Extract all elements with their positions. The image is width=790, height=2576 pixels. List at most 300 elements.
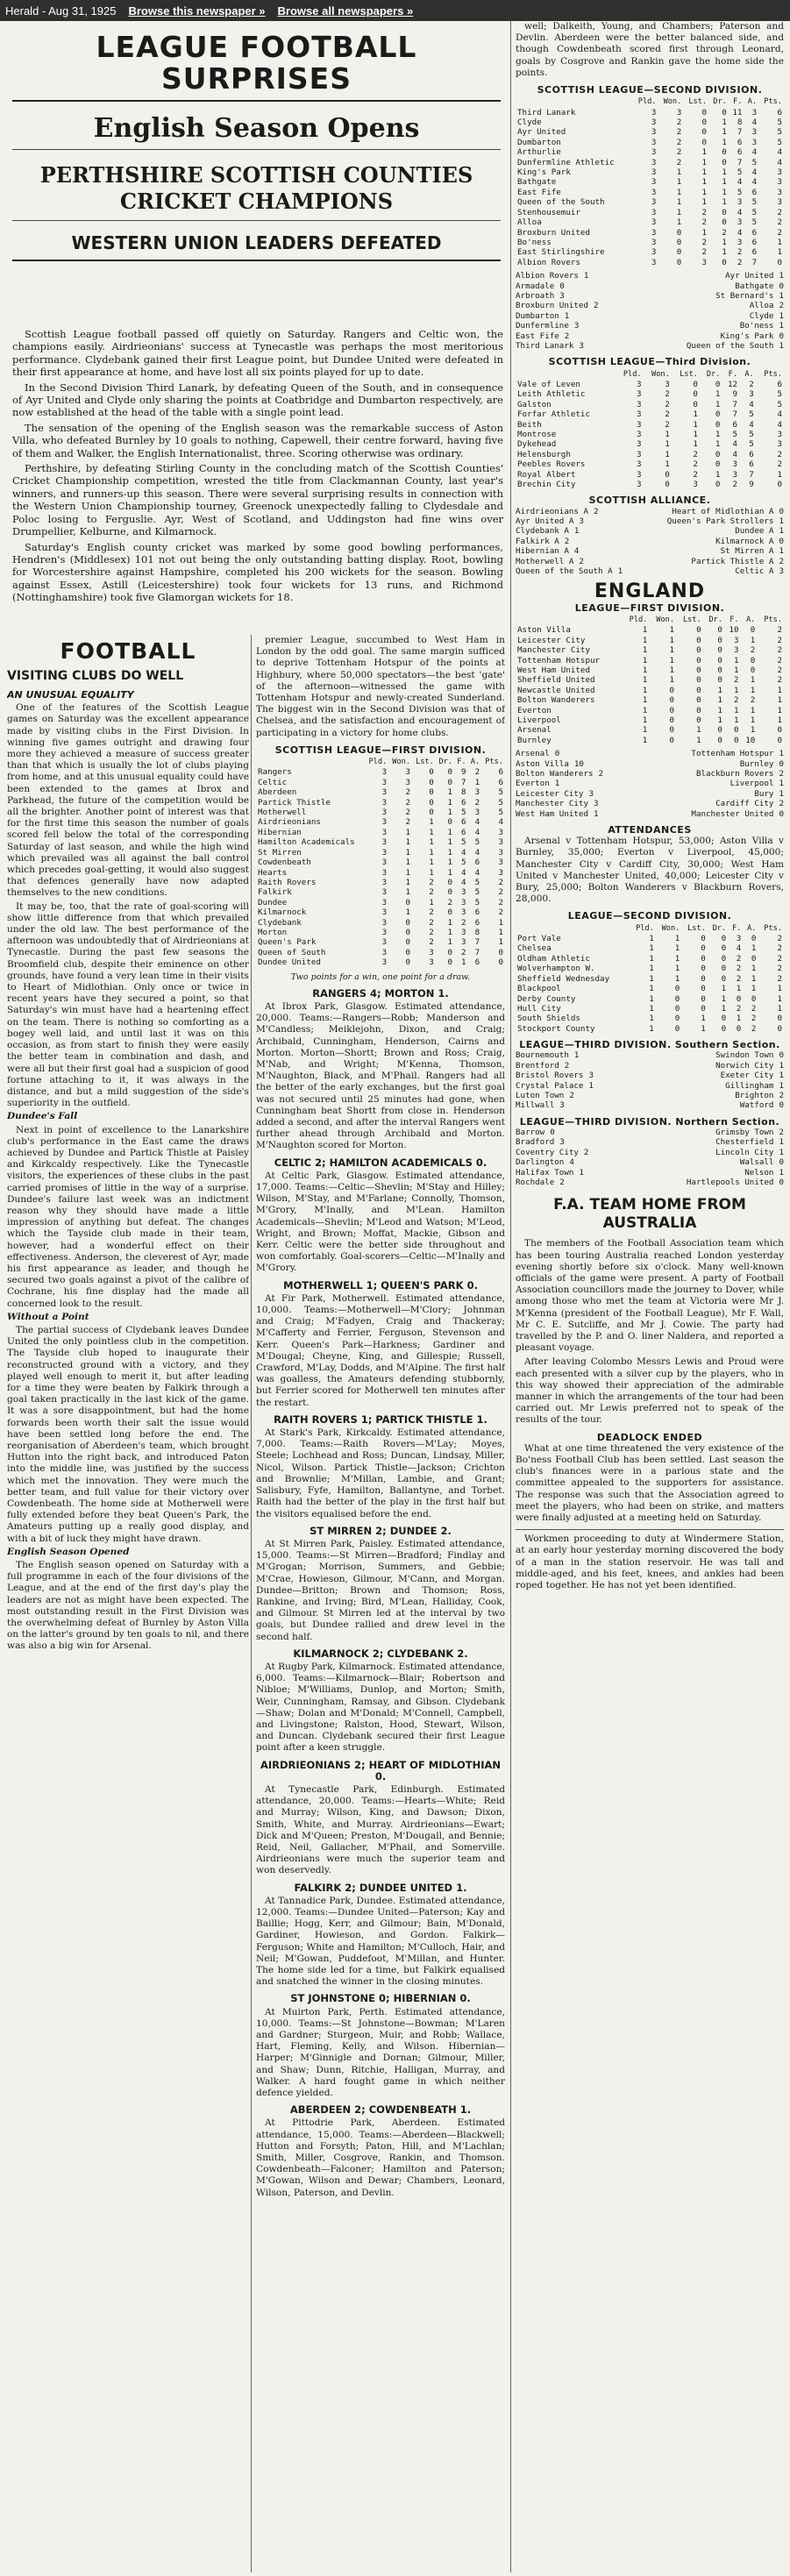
league-table-title: LEAGUE—FIRST DIVISION.	[574, 601, 725, 614]
browse-this-newspaper-link[interactable]: Browse this newspaper »	[128, 4, 266, 18]
table-row	[516, 695, 784, 705]
team-name: Helensburgh	[517, 449, 571, 459]
stat-cell: 1	[674, 964, 680, 974]
stat-cell: 2	[750, 645, 756, 656]
stat-cell: 2	[736, 973, 742, 984]
stat-cell: 7	[461, 777, 466, 787]
away-team: Heart of Midlothian A	[672, 506, 774, 516]
english-first-division-table	[516, 616, 784, 745]
result-row	[516, 516, 784, 526]
stat-cell: 4	[737, 207, 743, 217]
away-side	[691, 749, 784, 758]
stat-cell: 0	[736, 1023, 742, 1034]
tables-column	[516, 21, 784, 2572]
away-side	[715, 799, 784, 808]
article-paragraph: The partial success of Clydebank leaves Dundee United the only pointless club in the competition. The Tayside club hoped to inaugurate their reconstructed ground with a victory, and they played well enough to merit it, but after leading for a time they were beaten by Falkirk through a goal taken practically in the last kick of the game. It was a sore disappointment, but had the home forwards been worth their salt the issue would have been settled long before the end. The reorganisation of Aberdeen's team, which brought Hutton into the right back, and introduced Paton into the middle line, was justified by the success which met the innovation. They were much the better team, and full value for their victory over Cowdenbeath. The home side at Motherwell were fully extended before they beat Queen's Park, the Amateurs putting up a really good display, and with a bit of luck they might have drawn.	[7, 1324, 249, 1544]
team-name: Burnley	[517, 735, 552, 745]
stat-cell: 2	[777, 655, 782, 665]
table-row	[516, 934, 784, 943]
stat-cell: 6	[751, 247, 758, 258]
team-name: Wolverhampton W.	[517, 964, 595, 974]
team-name: Dundee	[258, 897, 288, 907]
points-note: Two points for a win, one point for a draw.	[290, 971, 471, 982]
english-second-division-table	[516, 924, 784, 1034]
away-team: Blackburn Rovers	[695, 769, 774, 779]
stat-cell: 3	[651, 217, 657, 228]
stat-cell: 5	[498, 808, 503, 818]
home-team: Albion Rovers	[516, 271, 579, 281]
home-team: Arsenal	[516, 749, 550, 759]
second-division-results	[516, 271, 784, 351]
stat-cell: 0	[447, 957, 452, 968]
stat-cell: 1	[715, 430, 721, 440]
headline-cricket: PERTHSHIRE SCOTTISH COUNTIES CRICKET CHAMPIONS	[39, 162, 473, 214]
stat-cell: 6	[474, 857, 480, 868]
team-name: East Fife	[517, 187, 561, 197]
scottish-second-division-table	[516, 97, 784, 267]
home-score: 3	[588, 1071, 594, 1081]
column-header: A.	[744, 369, 754, 379]
stat-cell: 4	[737, 177, 743, 188]
stat-cell: 2	[736, 964, 742, 974]
home-team: Leicester City	[516, 788, 584, 799]
stat-cell: 1	[722, 177, 727, 188]
stat-cell: 3	[474, 787, 480, 798]
stat-cell: 1	[642, 685, 648, 695]
stat-cell: 0	[676, 257, 682, 267]
home-side	[516, 291, 565, 301]
stat-cell: 3	[381, 947, 388, 957]
team-name: Newcastle United	[517, 685, 595, 695]
away-side	[725, 271, 784, 281]
table-header-row	[256, 758, 505, 767]
stat-cell: 1	[717, 715, 722, 725]
newspaper-page	[0, 21, 790, 2576]
home-score: 1	[573, 1050, 580, 1061]
league-table-title: SCOTTISH ALLIANCE.	[588, 495, 711, 507]
stat-cell: 5	[749, 409, 754, 420]
column-header	[256, 758, 365, 767]
stat-cell: 2	[737, 247, 743, 258]
stat-cell: 3	[751, 137, 758, 147]
match-report-text: At Tannadice Park, Dundee. Estimated attendance, 12,000. Teams:—Dundee United—Paterson; Kay and Baillie; Hogg, Kerr, and Gilmour; Bain, M'Donald, Gardiner, Howieson, and Gordon. Falkirk—Ferguson; White and Hamilton; M'Culloch, Hair, and Neil; M'Gowan, Puddefoot, M'Millan, and Hunter. The home side led for a time, but Falkirk equalised and snatched the winner in the closing minutes.	[256, 1895, 505, 1988]
stat-cell: 1	[717, 705, 722, 715]
match-report-title: AIRDRIEONIANS 2; HEART OF MIDLOTHIAN 0.	[260, 1758, 502, 1783]
home-score: 10	[573, 758, 584, 769]
team-name: Hibernian	[258, 827, 302, 837]
away-side	[715, 1061, 784, 1071]
stat-cell: 8	[461, 787, 466, 798]
result-row	[516, 1137, 784, 1147]
home-side	[516, 537, 569, 546]
home-team: Luton Town	[516, 1090, 565, 1100]
match-report-title: FALKIRK 2; DUNDEE UNITED 1.	[294, 1881, 467, 1894]
stat-cell: 3	[777, 167, 782, 178]
home-team: Hibernian A	[516, 546, 569, 557]
away-score: 2	[779, 799, 784, 809]
stat-cell: 3	[651, 127, 657, 138]
table-row	[516, 238, 784, 247]
home-team: West Ham United	[516, 808, 588, 819]
league-table-title: LEAGUE—SECOND DIVISION.	[567, 910, 732, 922]
stat-cell: 1	[649, 964, 654, 974]
stat-cell: 0	[701, 137, 708, 147]
stat-cell: 2	[676, 147, 682, 158]
table-row	[516, 470, 784, 480]
stat-cell: 0	[715, 419, 721, 430]
table-header-row	[516, 370, 784, 380]
stat-cell: 1	[674, 973, 680, 984]
team-name: Raith Rovers	[258, 877, 317, 887]
column-rule	[510, 21, 511, 2572]
stat-cell: 0	[696, 685, 701, 695]
home-team: Brentford	[516, 1060, 559, 1071]
headline-main: LEAGUE FOOTBALL SURPRISES	[96, 30, 417, 96]
team-name: Royal Albert	[517, 469, 576, 480]
stat-cell: 3	[381, 857, 388, 868]
stat-cell: 1	[429, 897, 434, 907]
away-team: St Mirren A	[720, 546, 774, 557]
stat-cell: 2	[777, 625, 782, 636]
stat-cell: 1	[722, 137, 727, 147]
stat-cell: 6	[732, 419, 738, 430]
article-paragraph: It may be, too, that the rate of goal-scoring will show little difference from that which prevailed under the old law. The best performance of the afternoon was undoubtedly that of Airdrieonians at Tynecastle. During the past few seasons the Broomfield club, despite their eminence on other grounds, have found a very lean time in their visits to Heart of Midlothian. Only once or twice in recent years have they secured a point, so that Saturday's win must have had a heartening effect on the team. There is nothing so comforting as a bogey well laid, and until last it was on this occasion, as from start to finish they were easily the better team in combination and dash, and were all but their first goal had a suspicion of good fortune attaching to it, it was always in the distance, and but a mild suggestion of the side's superiority in the outfield.	[7, 900, 249, 1109]
away-team: Partick Thistle A	[691, 556, 774, 566]
lead-article	[12, 328, 503, 607]
stat-cell: 2	[734, 675, 739, 686]
home-team: Arbroath	[516, 290, 555, 301]
table-row	[516, 954, 784, 964]
home-team: Barrow	[516, 1127, 545, 1137]
result-row	[516, 809, 784, 819]
stat-cell: 2	[777, 675, 782, 686]
team-name: Partick Thistle	[258, 797, 331, 808]
result-row	[516, 271, 784, 281]
third-division-north-results	[516, 1128, 784, 1187]
home-score: 2	[583, 1147, 589, 1157]
divider	[12, 149, 501, 150]
team-name: Arsenal	[517, 725, 552, 736]
attendances-title: ATTENDANCES	[608, 824, 692, 836]
team-name: Queen's Park	[258, 937, 317, 948]
result-row	[516, 557, 784, 566]
stat-cell: 6	[461, 827, 466, 837]
stat-cell: 6	[498, 777, 503, 787]
stat-cell: 0	[669, 735, 674, 745]
stat-cell: 3	[732, 469, 738, 480]
result-row	[516, 546, 784, 556]
side-heading: Without a Point	[7, 1311, 89, 1322]
league-table-title: LEAGUE—THIRD DIVISION. Northern Section.	[519, 1115, 780, 1128]
stat-cell: 3	[651, 257, 657, 267]
stat-cell: 1	[429, 817, 434, 828]
stat-cell: 1	[734, 655, 739, 665]
stat-cell: 3	[474, 808, 480, 818]
home-score: 2	[564, 331, 570, 341]
stat-cell: 0	[447, 777, 452, 787]
stat-cell: 1	[751, 964, 757, 974]
stat-cell: 7	[732, 399, 738, 409]
stat-cell: 2	[701, 247, 708, 258]
stat-cell: 0	[750, 655, 756, 665]
english-first-division-results	[516, 749, 784, 819]
stat-cell: 0	[715, 409, 721, 420]
result-row	[516, 1157, 784, 1167]
team-name: Peebles Rovers	[517, 459, 586, 470]
team-name: Queen of South	[258, 947, 326, 957]
team-name: Clydebank	[258, 917, 302, 928]
stat-cell: 5	[461, 837, 466, 848]
stat-cell: 1	[461, 957, 466, 968]
home-score: 1	[588, 1080, 594, 1091]
table-row	[516, 984, 784, 993]
team-name: King's Park	[517, 167, 571, 178]
stat-cell: 2	[751, 1023, 757, 1034]
away-score: 1	[779, 749, 784, 759]
stat-cell: 2	[665, 389, 670, 400]
stat-cell: 2	[777, 459, 782, 470]
stat-cell: 6	[751, 227, 758, 238]
league-table-title: LEAGUE—THIRD DIVISION. Southern Section.	[519, 1039, 780, 1051]
home-side	[516, 341, 584, 351]
stat-cell: 1	[777, 685, 782, 695]
stat-cell: 4	[777, 419, 782, 430]
table-row	[516, 117, 784, 127]
stat-cell: 3	[651, 137, 657, 147]
table-row	[256, 828, 505, 837]
stat-cell: 0	[429, 797, 434, 808]
result-row	[516, 1128, 784, 1137]
stat-cell: 3	[651, 157, 657, 167]
away-score: 1	[779, 779, 784, 789]
team-name: Forfar Athletic	[517, 409, 590, 420]
stat-cell: 1	[722, 247, 727, 258]
column-header: Lst.	[682, 615, 701, 624]
away-team: Queen's Park Strollers	[666, 516, 774, 527]
team-name: Leicester City	[517, 635, 586, 645]
stat-cell: 0	[777, 1014, 782, 1024]
home-score: 3	[579, 340, 584, 351]
away-team: Walsall	[739, 1157, 774, 1168]
stat-cell: 3	[381, 837, 388, 848]
stat-cell: 3	[381, 787, 388, 798]
stat-cell: 0	[701, 117, 708, 128]
away-score: 2	[779, 556, 784, 566]
stat-cell: 3	[651, 147, 657, 158]
tour-article	[516, 1238, 784, 1426]
stat-cell: 3	[737, 217, 743, 228]
column-header: Pld.	[636, 923, 654, 933]
stat-cell: 0	[701, 993, 706, 1004]
table-row	[256, 787, 505, 797]
home-side	[516, 311, 569, 321]
column-header: Lst.	[680, 369, 698, 379]
stat-cell: 3	[429, 957, 434, 968]
away-side	[715, 1050, 784, 1060]
away-score: 1	[779, 290, 784, 301]
stat-cell: 3	[381, 877, 388, 887]
stat-cell: 1	[693, 430, 698, 440]
stat-cell: 2	[750, 695, 756, 706]
divider	[12, 260, 501, 261]
stat-cell: 5	[461, 808, 466, 818]
stat-cell: 0	[405, 937, 410, 948]
match-report-text: At Rugby Park, Kilmarnock. Estimated attendance, 6,000. Teams:—Kilmarnock—Blair; Robertson and Nibloe; M'Williams, Dunlop, and Morton; Smith, Weir, Cunningham, Ramsay, and Gibson. Clydebank—Shaw; Dolan and M'Donald; M'Connell, Campbell, and Livingstone; Ralston, Hood, Stewart, Wilson, and Duncan. Clydebank secured their first League point after a keen struggle.	[256, 1661, 505, 1754]
stat-cell: 1	[665, 449, 670, 459]
result-row	[516, 1081, 784, 1091]
team-name: Stockport County	[517, 1023, 595, 1034]
stat-cell: 3	[381, 927, 388, 937]
stat-cell: 3	[637, 379, 642, 389]
stat-cell: 0	[447, 947, 452, 957]
result-row	[516, 749, 784, 758]
stat-cell: 3	[751, 107, 758, 117]
stat-cell: 3	[777, 197, 782, 208]
column-header: Pld.	[623, 369, 642, 379]
stat-cell: 0	[669, 685, 674, 695]
away-team: Norwich City	[715, 1060, 774, 1071]
result-row	[516, 1178, 784, 1187]
column-header: Won.	[663, 97, 682, 107]
table-row	[256, 898, 505, 907]
lead-paragraph: Scottish League football passed off quietly on Saturday. Rangers and Celtic won, the champions easily. Airdrieonians' success at Tynecastle was perhaps the most meritorious performance. Clydebank gained their first League point, but Dundee United were defeated in their first appearance at home, and have lost all six points played for up to date.	[12, 328, 503, 379]
home-side	[516, 1100, 565, 1110]
stat-cell: 6	[498, 767, 503, 778]
stat-cell: 3	[498, 837, 503, 848]
away-team: Hartlepools United	[686, 1178, 774, 1187]
column-rule	[251, 635, 252, 2572]
home-team: Airdrieonians A	[516, 506, 588, 516]
away-score: 1	[779, 788, 784, 799]
stat-cell: 0	[669, 725, 674, 736]
home-side	[516, 759, 584, 769]
stat-cell: 3	[381, 907, 388, 918]
team-name: Celtic	[258, 777, 288, 787]
stat-cell: 1	[721, 984, 727, 994]
stat-cell: 0	[721, 1023, 727, 1034]
stat-cell: 0	[696, 645, 701, 656]
result-row	[516, 537, 784, 546]
stat-cell: 6	[474, 957, 480, 968]
stat-cell: 2	[732, 480, 738, 490]
stat-cell: 7	[751, 257, 758, 267]
stat-cell: 0	[696, 665, 701, 675]
away-side	[687, 1178, 784, 1187]
away-side	[715, 1137, 784, 1147]
stat-cell: 3	[461, 927, 466, 937]
away-score: 0	[779, 1178, 784, 1187]
stat-cell: 0	[717, 735, 722, 745]
stat-cell: 1	[665, 439, 670, 450]
away-score: 1	[779, 1137, 784, 1148]
stat-cell: 0	[447, 887, 452, 898]
home-score: 3	[579, 516, 584, 527]
result-row	[516, 321, 784, 331]
away-side	[740, 759, 784, 769]
stat-cell: 1	[717, 685, 722, 695]
away-side	[715, 537, 784, 546]
team-name: Ayr United	[517, 127, 566, 138]
home-team: Third Lanark	[516, 340, 574, 351]
stat-cell: 0	[447, 877, 452, 887]
stat-cell: 2	[777, 207, 782, 217]
stat-cell: 3	[736, 934, 742, 944]
stat-cell: 2	[701, 207, 708, 217]
column-header	[516, 616, 623, 625]
stat-cell: 5	[777, 117, 782, 128]
stat-cell: 5	[777, 137, 782, 147]
stat-cell: 0	[721, 964, 727, 974]
home-team: Aston Villa	[516, 758, 569, 769]
stat-cell: 4	[749, 419, 754, 430]
team-name: Dykehead	[517, 439, 557, 450]
team-name: Manchester City	[517, 645, 590, 656]
team-name: Derby County	[517, 993, 576, 1004]
table-row	[516, 675, 784, 685]
stat-cell: 0	[701, 964, 706, 974]
stat-cell: 1	[649, 1014, 654, 1024]
home-side	[516, 1091, 574, 1100]
home-team: East Fife	[516, 331, 559, 341]
stat-cell: 0	[715, 480, 721, 490]
away-score: 1	[779, 1060, 784, 1071]
home-score: 1	[554, 779, 560, 789]
team-name: East Stirlingshire	[517, 247, 605, 258]
stat-cell: 0	[750, 665, 756, 675]
stat-cell: 7	[749, 469, 754, 480]
result-row	[516, 789, 784, 799]
column-header: Won.	[392, 758, 410, 767]
stat-cell: 3	[381, 897, 388, 907]
home-side	[516, 1071, 594, 1080]
table-row	[516, 439, 784, 449]
stat-cell: 1	[642, 725, 648, 736]
deadlock-heading: DEADLOCK ENDED	[596, 1431, 703, 1443]
home-score: 2	[598, 769, 604, 779]
stat-cell: 4	[732, 449, 738, 459]
table-row	[256, 937, 505, 947]
stat-cell: 3	[777, 439, 782, 450]
stat-cell: 3	[777, 187, 782, 197]
column-header: Pld.	[637, 97, 657, 107]
table-row	[516, 217, 784, 227]
stat-cell: 0	[669, 695, 674, 706]
stat-cell: 0	[498, 957, 503, 968]
table-header-row	[516, 97, 784, 107]
away-side	[750, 311, 784, 321]
stat-cell: 1	[674, 953, 680, 964]
browse-all-newspapers-link[interactable]: Browse all newspapers »	[277, 4, 414, 18]
result-row	[516, 1091, 784, 1100]
stat-cell: 0	[701, 984, 706, 994]
stat-cell: 5	[751, 157, 758, 167]
stat-cell: 0	[498, 947, 503, 957]
table-row	[516, 715, 784, 725]
stat-cell: 1	[669, 655, 674, 665]
away-side	[721, 331, 784, 341]
england-heading: ENGLAND	[594, 580, 706, 602]
stat-cell: 1	[649, 1003, 654, 1014]
stat-cell: 1	[447, 837, 452, 848]
stat-cell: 4	[751, 147, 758, 158]
team-name: Morton	[258, 927, 288, 937]
lead-paragraph: Perthshire, by defeating Stirling County in the concluding match of the Scottish Counties' Cricket Championship competition, wrested the title from Clackmannan County, last year's winners, and runners-up this season. There were several surprising results in connection with the Western Union Championship tourney, Greenock unexpectedly falling to Clydesdale and Poloc losing to Ferguslie. Ayr, West of Scotland, and Uddingston had fine wins over Drumpellier, Kelburne, and Kilmarnock.	[12, 462, 503, 538]
away-score: 1	[779, 526, 784, 537]
table-row	[256, 887, 505, 897]
away-side	[735, 566, 784, 576]
stat-cell: 0	[715, 449, 721, 459]
stat-cell: 1	[722, 237, 727, 247]
